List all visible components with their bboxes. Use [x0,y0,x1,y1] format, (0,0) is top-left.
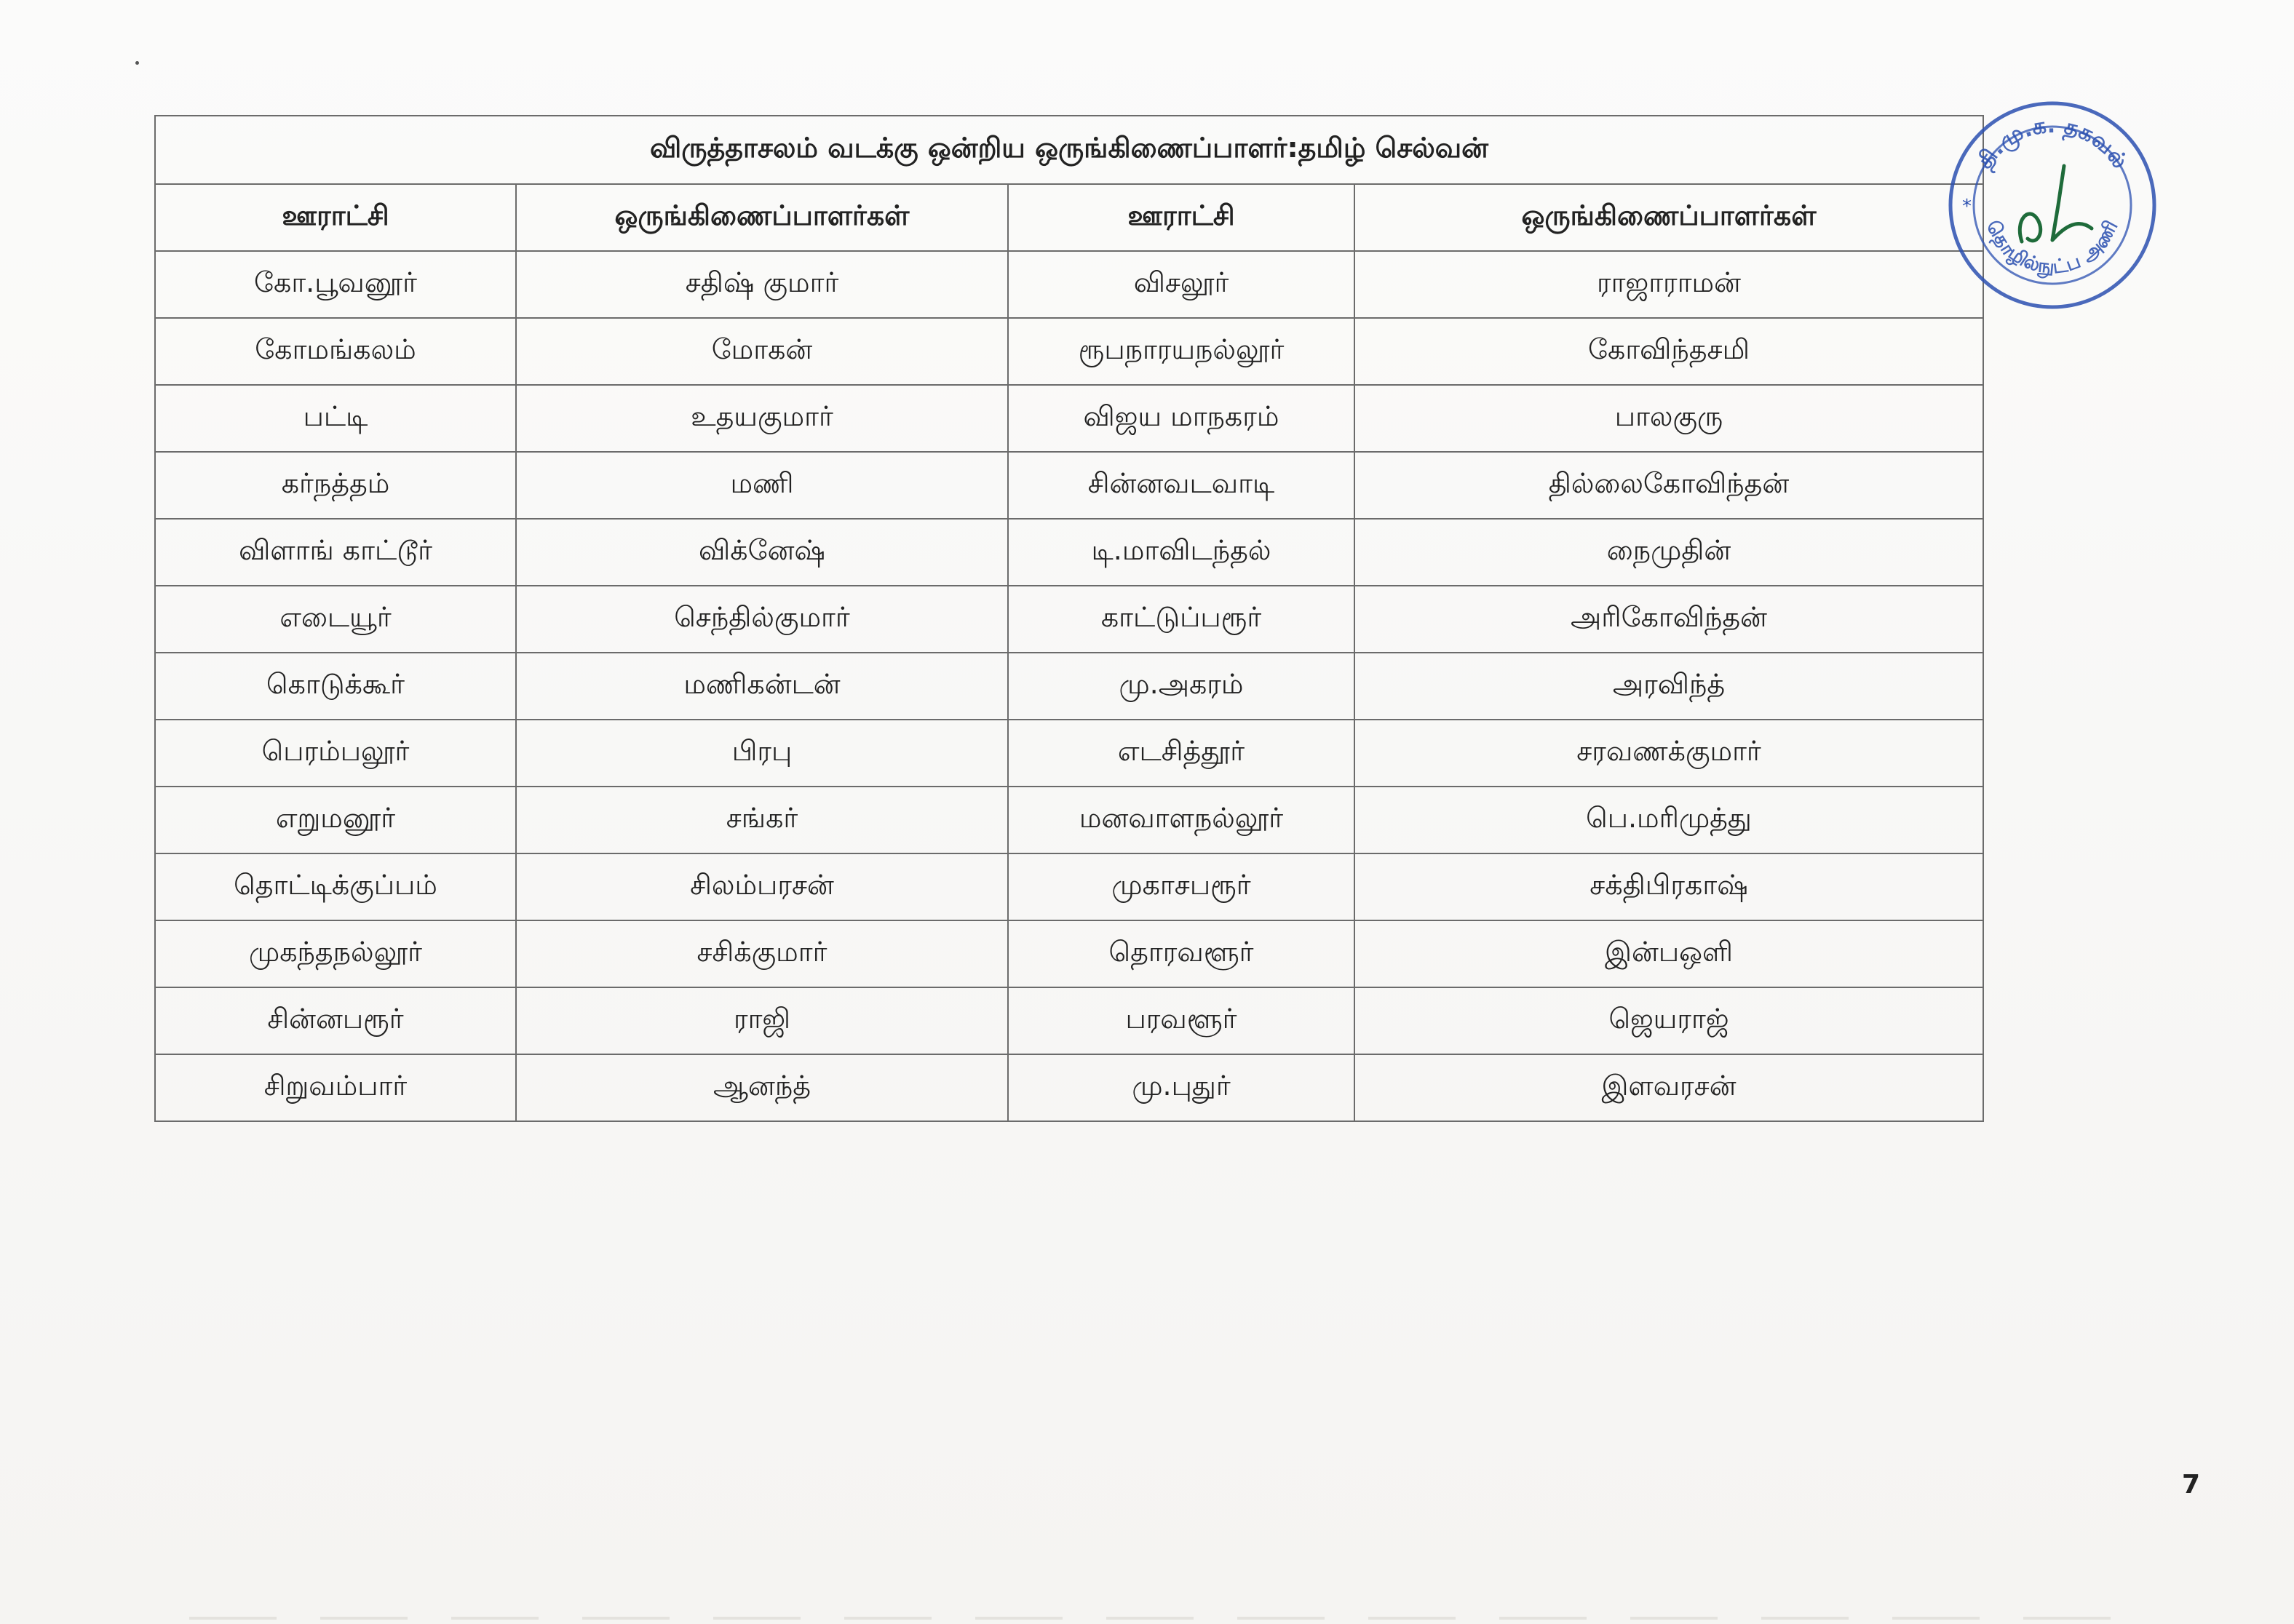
coordinator-cell: மணிகன்டன் [516,653,1008,720]
table-row [155,853,1983,920]
coordinator-cell: சசிக்குமார் [516,920,1008,987]
title-row [155,116,1983,184]
coordinator-cell: ஆனந்த் [516,1054,1008,1121]
header-panchayat-2: ஊராட்சி [1008,184,1354,251]
panchayat-cell: பரவளூர் [1008,987,1354,1054]
coordinator-cell: விக்னேஷ் [516,519,1008,586]
table-row [155,987,1983,1054]
coordinator-cell: மணி [516,452,1008,519]
coordinator-cell: இன்பஒளி [1354,920,1983,987]
panchayat-cell: மு.புதுர் [1008,1054,1354,1121]
panchayat-cell: காட்டுப்பரூர் [1008,586,1354,653]
table-row [155,519,1983,586]
coordinator-cell: இளவரசன் [1354,1054,1983,1121]
table-row [155,251,1983,318]
table-row [155,1054,1983,1121]
coordinator-cell: பிரபு [516,720,1008,787]
header-panchayat-1: ஊராட்சி [155,184,516,251]
coordinator-cell: மோகன் [516,318,1008,385]
panchayat-cell: சின்னபரூர் [155,987,516,1054]
panchayat-cell: மனவாளநல்லூர் [1008,787,1354,853]
panchayat-cell: பெரம்பலூர் [155,720,516,787]
coordinator-cell: கோவிந்தசமி [1354,318,1983,385]
panchayat-cell: சின்னவடவாடி [1008,452,1354,519]
coordinator-cell: செந்தில்குமார் [516,586,1008,653]
coordinator-cell: ராஜாராமன் [1354,251,1983,318]
header-row [155,184,1983,251]
panchayat-cell: முகந்தநல்லூர் [155,920,516,987]
table-row [155,318,1983,385]
panchayat-cell: கோமங்கலம் [155,318,516,385]
panchayat-cell: பட்டி [155,385,516,452]
coordinator-cell: சிலம்பரசன் [516,853,1008,920]
seal-bottom-text: தொழில்நுட்ப அணி [1981,216,2123,279]
signature-mark [2020,166,2092,242]
panchayat-cell: எடசித்தூர் [1008,720,1354,787]
coordinator-cell: சரவணக்குமார் [1354,720,1983,787]
table-row [155,720,1983,787]
coordinator-cell: சங்கர் [516,787,1008,853]
panchayat-cell: கர்நத்தம் [155,452,516,519]
table-title: விருத்தாசலம் வடக்கு ஒன்றிய ஒருங்கிணைப்பாளர்:தமிழ் செல்வன் [155,116,1983,184]
coordinator-cell: சக்திபிரகாஷ் [1354,853,1983,920]
table-row [155,586,1983,653]
panchayat-cell: ரூபநாரயநல்லூர் [1008,318,1354,385]
panchayat-cell: தொட்டிக்குப்பம் [155,853,516,920]
coordinator-cell: அரிகோவிந்தன் [1354,586,1983,653]
coordinators-table [154,115,1984,1122]
header-coordinators-1: ஒருங்கிணைப்பாளர்கள் [516,184,1008,251]
panchayat-cell: சிறுவம்பார் [155,1054,516,1121]
seal-top-text: தி.மு.க. தகவல் [1972,112,2133,174]
panchayat-cell: கொடுக்கூர் [155,653,516,720]
coordinators-table-wrapper [154,115,1983,1122]
scan-edge-shadow [189,1617,2111,1620]
table-row [155,920,1983,987]
page-number: 7 [2182,1470,2201,1500]
table-body [155,251,1983,1121]
panchayat-cell: விளாங் காட்டூர் [155,519,516,586]
header-coordinators-2: ஒருங்கிணைப்பாளர்கள் [1354,184,1983,251]
coordinator-cell: நைமுதின் [1354,519,1983,586]
panchayat-cell: விசலூர் [1008,251,1354,318]
svg-text:*: * [1962,196,1972,218]
coordinator-cell: தில்லைகோவிந்தன் [1354,452,1983,519]
paper-speck [135,61,139,65]
panchayat-cell: எடையூர் [155,586,516,653]
coordinator-cell: ஜெயராஜ் [1354,987,1983,1054]
panchayat-cell: டி.மாவிடந்தல் [1008,519,1354,586]
coordinator-cell: பாலகுரு [1354,385,1983,452]
panchayat-cell: முகாசபரூர் [1008,853,1354,920]
panchayat-cell: மு.அகரம் [1008,653,1354,720]
coordinator-cell: ராஜி [516,987,1008,1054]
coordinator-cell: சதிஷ் குமார் [516,251,1008,318]
coordinator-cell: பெ.மரிமுத்து [1354,787,1983,853]
organization-seal [1936,96,2169,314]
coordinator-cell: உதயகுமார் [516,385,1008,452]
panchayat-cell: கோ.பூவனூர் [155,251,516,318]
panchayat-cell: எறுமனூர் [155,787,516,853]
table-row [155,653,1983,720]
table-row [155,385,1983,452]
table-row [155,452,1983,519]
svg-text:தொழில்நுட்ப அணி [1980,217,2123,280]
coordinator-cell: அரவிந்த் [1354,653,1983,720]
table-row [155,787,1983,853]
panchayat-cell: தொரவளூர் [1008,920,1354,987]
panchayat-cell: விஜய மாநகரம் [1008,385,1354,452]
